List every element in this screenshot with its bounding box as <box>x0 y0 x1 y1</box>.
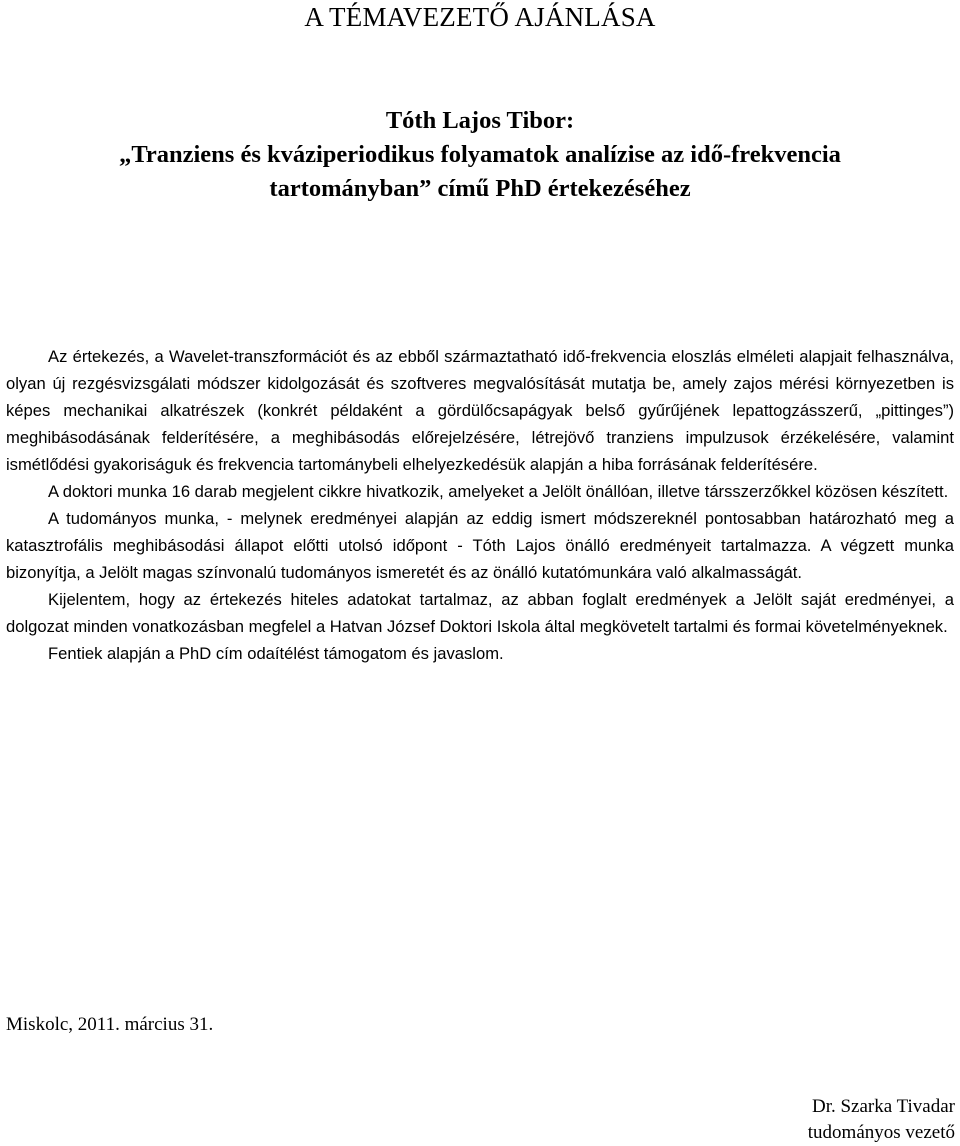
paragraph-results: A tudományos munka, - melynek eredményei alapján az eddig ismert módszereknél pontosabban határozható meg a katasztrofális meghibásodási állapot előtti utolsó időpont - Tóth Lajos önálló eredményeit tartalmazza. A végzett munka bizonyítja, a Jelölt magas színvonalú tudományos ismeretét és az önálló kutatómunkára való alkalmasságát. <box>6 509 954 582</box>
paragraph-publications: A doktori munka 16 darab megjelent cikkre hivatkozik, amelyeket a Jelölt önállóan, illetve társszerzőkkel közösen készített. <box>48 482 949 501</box>
thesis-subject <box>0 104 960 206</box>
signer-role: tudományos vezető <box>807 1122 955 1143</box>
recommendation-body <box>6 343 954 667</box>
paragraph-summary: Az értekezés, a Wavelet-transzformációt és az ebből származtatható idő-frekvencia eloszlás elméleti alapjait felhasználva, olyan új rezgésvizsgálati módszer kidolgozását és szoftveres megvalósítását mutatja be, amely zajos mérési környezetben is képes mechanikai alkatrészek (konkrét példaként a gördülőcsapágyak belső gyűrűjének lepattogzásszerű, „pittinges”) meghibásodásának felderítésére, a meghibásodás előrejelzésére, létrejövő tranziens impulzusok érzékelésére, valamint ismétlődési gyakoriságuk és frekvencia tartománybeli elhelyezkedésük alapján a hiba forrásának felderítésére. <box>6 347 954 474</box>
place-and-date: Miskolc, 2011. március 31. <box>6 1014 214 1035</box>
document-title: A TÉMAVEZETŐ AJÁNLÁSA <box>304 2 656 32</box>
thesis-author: Tóth Lajos Tibor: <box>385 107 575 134</box>
signer-name: Dr. Szarka Tivadar <box>811 1096 955 1117</box>
paragraph-declaration: Kijelentem, hogy az értekezés hiteles adatokat tartalmaz, az abban foglalt eredmények a Jelölt saját eredményei, a dolgozat minden vonatkozásban megfelel a Hatvan József Doktori Iskola által megkövetelt tartalmi és formai követelményeknek. <box>6 590 954 636</box>
thesis-title-line-1: „Tranziens és kváziperiodikus folyamatok analízise az idő-frekvencia <box>119 141 841 168</box>
signature-block <box>808 1094 955 1146</box>
paragraph-conclusion: Fentiek alapján a PhD cím odaítélést támogatom és javaslom. <box>48 644 504 663</box>
thesis-title-line-2: tartományban” című PhD értekezéséhez <box>269 175 691 202</box>
